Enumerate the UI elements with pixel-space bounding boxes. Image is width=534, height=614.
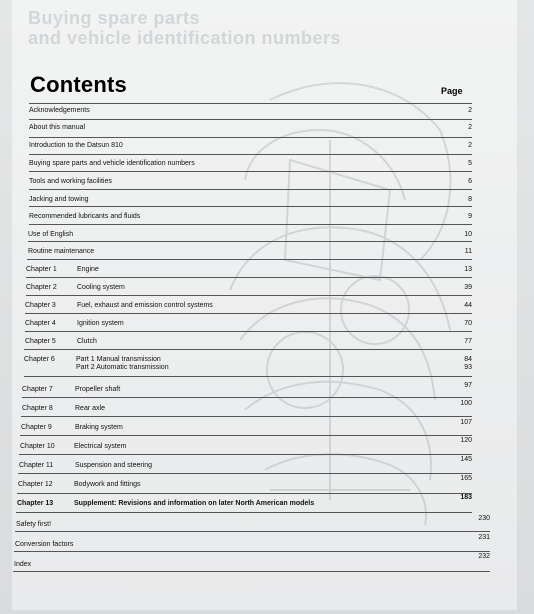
toc-entry-page: 97	[464, 382, 472, 389]
page-column-header: Page	[441, 86, 463, 96]
toc-row	[18, 475, 472, 493]
toc-entry-page: 44	[464, 302, 472, 309]
toc-entry-page: 8	[468, 196, 472, 203]
show-through-heading	[28, 8, 498, 68]
divider	[26, 295, 472, 296]
toc-entry-page: 9	[468, 213, 472, 220]
chapter-number: Chapter 8	[22, 405, 53, 412]
toc-entry-page: 2	[468, 142, 472, 149]
chapter-title: Rear axle	[75, 405, 105, 412]
toc-entry-page: 183	[460, 494, 472, 501]
toc-row-supplement	[17, 494, 472, 512]
chapter-part-1: Part 1 Manual transmission	[76, 356, 161, 363]
toc-entry-label: About this manual	[29, 124, 86, 131]
toc-entry-page: 2	[468, 107, 472, 114]
divider	[18, 473, 472, 474]
chapter-title: Supplement: Revisions and information on later North American models	[74, 500, 315, 507]
toc-entry-page: 10	[464, 231, 472, 238]
chapter-number: Chapter 1	[26, 266, 57, 273]
toc-entry-label: Introduction to the Datsun 810	[29, 142, 123, 149]
divider	[16, 512, 472, 513]
toc-entry-page: 39	[464, 284, 472, 291]
toc-entry-page: 70	[464, 320, 472, 327]
toc-entry-label: Jacking and towing	[29, 196, 89, 203]
toc-entry-page: 6	[468, 178, 472, 185]
divider	[25, 313, 472, 314]
divider	[29, 119, 472, 120]
toc-entry-label: Acknowledgements	[29, 107, 90, 114]
toc-entry-label: Safety first!	[16, 521, 52, 528]
toc-row	[29, 142, 472, 154]
divider	[21, 416, 472, 417]
toc-entry-page: 232	[478, 553, 490, 560]
chapter-number: Chapter 9	[21, 424, 52, 431]
toc-entry-page: 231	[478, 534, 490, 541]
contents-heading: Contents	[30, 72, 127, 97]
toc-entry-page: 230	[478, 515, 490, 522]
toc-entry-page: 77	[464, 338, 472, 345]
toc-entry-label: Routine maintenance	[28, 248, 95, 255]
toc-entry-label: Use of English	[28, 231, 74, 238]
divider	[27, 259, 472, 260]
divider	[25, 331, 472, 332]
divider	[24, 376, 472, 377]
toc-entry-page: 5	[468, 160, 472, 167]
divider	[20, 435, 472, 436]
toc-entry-label: Recommended lubricants and fluids	[29, 213, 141, 220]
chapter-number: Chapter 2	[26, 284, 57, 291]
chapter-title: Fuel, exhaust and emission control systems	[77, 302, 213, 309]
chapter-number: Chapter 4	[25, 320, 56, 327]
toc-entry-page: 84	[464, 356, 472, 363]
chapter-number: Chapter 5	[25, 338, 56, 345]
toc-entry-page: 100	[460, 400, 472, 407]
toc-entry-page: 107	[460, 419, 472, 426]
chapter-number: Chapter 6	[24, 356, 55, 363]
toc-entry-label: Index	[14, 561, 32, 568]
toc-row	[29, 124, 472, 136]
toc-entry-page: 13	[464, 266, 472, 273]
divider	[28, 241, 472, 242]
toc-entry-page: 120	[460, 437, 472, 444]
toc-entry-page: 93	[464, 364, 472, 371]
show-through-line-1: Buying spare parts	[28, 8, 201, 28]
chapter-number: Chapter 11	[19, 462, 54, 469]
chapter-number: Chapter 13	[17, 500, 54, 507]
chapter-part-2: Part 2 Automatic transmission	[76, 364, 169, 371]
chapter-title: Bodywork and fittings	[74, 481, 141, 488]
divider	[15, 531, 490, 532]
divider	[29, 189, 472, 190]
divider	[29, 103, 472, 104]
divider	[14, 551, 490, 552]
toc-entry-label: Tools and working facilities	[29, 178, 112, 185]
divider	[29, 206, 472, 207]
divider	[29, 171, 472, 172]
divider	[26, 277, 472, 278]
divider	[29, 224, 472, 225]
chapter-title: Ignition system	[77, 320, 124, 327]
toc-entry-page: 145	[460, 456, 472, 463]
toc-row-two-part	[24, 356, 472, 376]
chapter-number: Chapter 7	[22, 386, 53, 393]
toc-entry-label: Buying spare parts and vehicle identification numbers	[29, 160, 195, 167]
chapter-title: Propeller shaft	[75, 386, 121, 393]
chapter-title: Electrical system	[74, 443, 127, 450]
divider	[19, 454, 472, 455]
toc-entry-page: 165	[460, 475, 472, 482]
divider	[13, 571, 490, 572]
divider	[22, 397, 472, 398]
chapter-title: Engine	[77, 266, 99, 273]
chapter-number: Chapter 10	[20, 443, 55, 450]
divider	[29, 137, 472, 138]
divider	[17, 493, 472, 494]
chapter-title: Clutch	[77, 338, 97, 345]
chapter-title: Suspension and steering	[75, 462, 153, 469]
toc-entry-page: 2	[468, 124, 472, 131]
chapter-title: Braking system	[75, 424, 123, 431]
divider	[24, 349, 472, 350]
chapter-title: Cooling system	[77, 284, 125, 291]
toc-entry-label: Conversion factors	[15, 541, 74, 548]
chapter-number: Chapter 3	[25, 302, 56, 309]
chapter-number: Chapter 12	[18, 481, 53, 488]
show-through-line-2: and vehicle identification numbers	[28, 28, 342, 48]
toc-entry-page: 11	[464, 248, 472, 255]
toc-row	[29, 107, 472, 119]
divider	[29, 154, 472, 155]
